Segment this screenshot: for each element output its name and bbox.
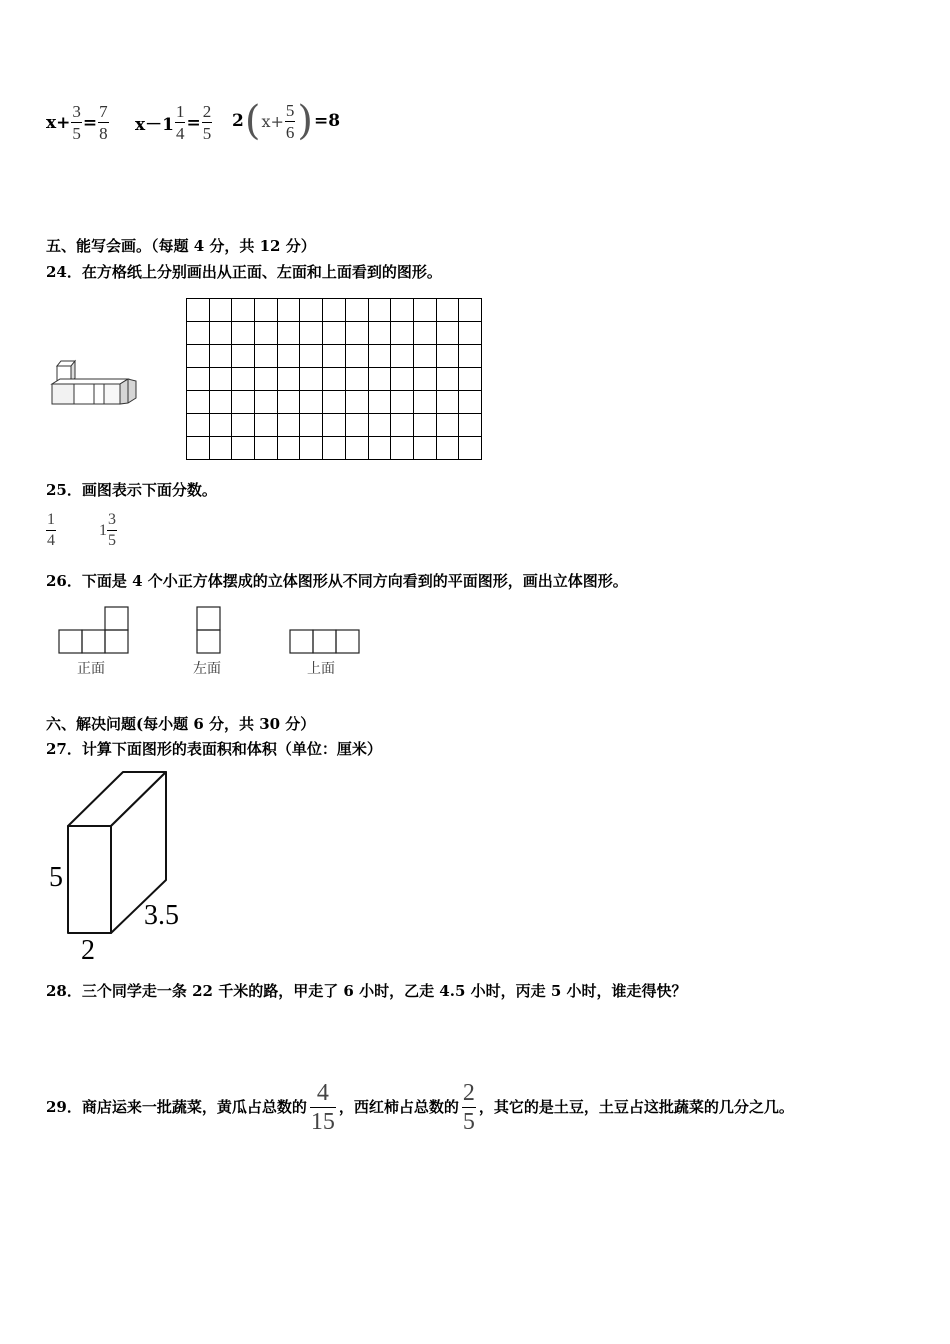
equation-2-fraction-a (175, 103, 186, 142)
grid-cell[interactable] (299, 413, 323, 437)
grid-cell[interactable] (458, 436, 482, 460)
grid-cell[interactable] (277, 367, 301, 391)
numerator: 5 (285, 100, 295, 120)
equation-1-var: x+ (46, 112, 71, 133)
grid-cell[interactable] (390, 390, 414, 414)
grid-cell[interactable] (345, 321, 369, 345)
numerator: 1 (175, 102, 185, 121)
grid-cell[interactable] (345, 367, 369, 391)
grid-cell[interactable] (299, 321, 323, 345)
denominator: 4 (47, 532, 55, 549)
grid-cell[interactable] (322, 298, 346, 322)
denominator: 15 (310, 1108, 335, 1135)
answer-grid[interactable] (186, 298, 481, 459)
grid-cell[interactable] (368, 367, 392, 391)
grid-cell[interactable] (186, 390, 210, 414)
grid-cell[interactable] (209, 344, 233, 368)
grid-cell[interactable] (277, 436, 301, 460)
equation-3-inner: x+ (261, 111, 284, 131)
grid-cell[interactable] (322, 413, 346, 437)
grid-cell[interactable] (254, 436, 278, 460)
top-view-figure (289, 629, 363, 656)
grid-cell[interactable] (254, 390, 278, 414)
grid-cell[interactable] (209, 298, 233, 322)
grid-cell[interactable] (254, 367, 278, 391)
grid-cell[interactable] (209, 436, 233, 460)
grid-cell[interactable] (299, 390, 323, 414)
grid-cell[interactable] (277, 298, 301, 322)
grid-cell[interactable] (413, 344, 437, 368)
left-view-figure (196, 606, 224, 656)
grid-cell[interactable] (254, 413, 278, 437)
grid-cell[interactable] (413, 390, 437, 414)
cube-front-face (94, 384, 104, 404)
grid-cell[interactable] (390, 298, 414, 322)
equation-3-coefficient: 2 (232, 111, 244, 131)
grid-cell[interactable] (322, 344, 346, 368)
question-24-text: 24．在方格纸上分别画出从正面、左面和上面看到的图形。 (46, 263, 442, 281)
q29-fraction-b (462, 1081, 476, 1134)
grid-cell[interactable] (322, 367, 346, 391)
section-5-title: 五、能写会画。（每题 4 分，共 12 分） (46, 237, 316, 255)
numerator: 2 (202, 102, 212, 121)
grid-cell[interactable] (231, 344, 255, 368)
grid-cell[interactable] (231, 390, 255, 414)
grid-cell[interactable] (413, 367, 437, 391)
grid-cell[interactable] (436, 298, 460, 322)
grid-cell[interactable] (458, 367, 482, 391)
grid-cell[interactable] (368, 321, 392, 345)
grid-cell[interactable] (345, 436, 369, 460)
front-view-figure (58, 606, 132, 656)
grid-cell[interactable] (254, 344, 278, 368)
equation-3-fraction (285, 102, 296, 141)
grid-cell[interactable] (436, 413, 460, 437)
grid-cell[interactable] (277, 413, 301, 437)
grid-cell[interactable] (254, 321, 278, 345)
grid-cell[interactable] (458, 321, 482, 345)
section-6-title: 六、解决问题(每小题 6 分，共 30 分） (46, 715, 316, 733)
grid-cell[interactable] (345, 298, 369, 322)
grid-cell[interactable] (186, 298, 210, 322)
equation-1-fraction-a (71, 103, 82, 142)
grid-cell[interactable] (436, 321, 460, 345)
grid-cell[interactable] (186, 321, 210, 345)
grid-cell[interactable] (390, 413, 414, 437)
numerator: 3 (108, 511, 116, 528)
equation-2-var: x－1 (135, 115, 174, 135)
grid-cell[interactable] (436, 436, 460, 460)
grid-cell[interactable] (322, 436, 346, 460)
denominator: 5 (72, 124, 81, 143)
q29-suffix: ，其它的是土豆，土豆占这批蔬菜的几分之几。 (478, 1098, 794, 1116)
grid-cell[interactable] (186, 367, 210, 391)
row-top-face (52, 379, 128, 384)
grid-cell[interactable] (413, 413, 437, 437)
grid-cell[interactable] (277, 344, 301, 368)
grid-cell[interactable] (322, 321, 346, 345)
q29-fraction-a (310, 1081, 336, 1134)
denominator: 4 (175, 124, 185, 143)
denominator: 6 (285, 122, 295, 142)
grid-cell[interactable] (368, 436, 392, 460)
grid-cell[interactable] (436, 344, 460, 368)
grid-cell[interactable] (390, 436, 414, 460)
grid-cell[interactable] (458, 413, 482, 437)
grid-cell[interactable] (390, 367, 414, 391)
question-27-text: 27．计算下面图形的表面积和体积（单位：厘米） (46, 740, 382, 758)
grid-cell[interactable] (390, 344, 414, 368)
grid-cell[interactable] (322, 390, 346, 414)
grid-cell[interactable] (345, 390, 369, 414)
denominator: 5 (202, 124, 212, 143)
grid-cell[interactable] (209, 321, 233, 345)
grid-cell[interactable] (209, 413, 233, 437)
grid-cell[interactable] (299, 298, 323, 322)
cube-front-face (52, 384, 74, 404)
top-view-label: 上面 (307, 661, 335, 677)
grid-cell[interactable] (299, 367, 323, 391)
whole-number: 1 (99, 521, 107, 539)
grid-cell[interactable] (436, 367, 460, 391)
grid-cell[interactable] (231, 413, 255, 437)
grid-cell[interactable] (231, 367, 255, 391)
grid-cell[interactable] (231, 321, 255, 345)
cube-front-face (104, 384, 120, 404)
q25-fraction-a (46, 512, 56, 549)
denominator: 5 (462, 1108, 475, 1135)
grid-cell[interactable] (368, 413, 392, 437)
grid-cell[interactable] (277, 321, 301, 345)
front-view-label: 正面 (77, 661, 105, 677)
grid-cell[interactable] (413, 321, 437, 345)
grid-cell[interactable] (458, 344, 482, 368)
grid-cell[interactable] (413, 298, 437, 322)
numerator: 2 (462, 1079, 475, 1106)
equals-sign: = (82, 112, 98, 133)
numerator: 1 (47, 511, 55, 528)
cube-stack-figure (48, 358, 140, 408)
grid-cell[interactable] (436, 390, 460, 414)
right-paren-icon: ) (297, 98, 313, 144)
grid-cell[interactable] (299, 436, 323, 460)
numerator: 7 (99, 102, 108, 121)
grid-cell[interactable] (390, 321, 414, 345)
grid-cell[interactable] (458, 298, 482, 322)
numerator: 3 (72, 102, 81, 121)
grid-cell[interactable] (368, 344, 392, 368)
grid-cell[interactable] (254, 298, 278, 322)
cuboid-front-face (68, 826, 111, 933)
cube-front-face (74, 384, 94, 404)
grid-cell[interactable] (209, 390, 233, 414)
grid-cell[interactable] (345, 413, 369, 437)
grid-cell[interactable] (231, 436, 255, 460)
grid-cell[interactable] (345, 344, 369, 368)
grid-cell[interactable] (277, 390, 301, 414)
grid-cell[interactable] (209, 367, 233, 391)
question-28-text: 28．三个同学走一条 22 千米的路，甲走了 6 小时，乙走 4.5 小时，丙走 5 小时，谁走得快？ (46, 982, 687, 1000)
grid-cell[interactable] (368, 390, 392, 414)
cuboid-width-label: 2 (81, 935, 95, 966)
grid-cell[interactable] (186, 436, 210, 460)
equation-3 (232, 98, 341, 144)
grid-cell[interactable] (368, 298, 392, 322)
grid-cell[interactable] (186, 344, 210, 368)
denominator: 8 (99, 124, 108, 143)
equation-2-fraction-b (202, 103, 213, 142)
cuboid-height-label: 5 (49, 862, 63, 893)
equation-1-fraction-b (98, 103, 109, 142)
equation-1 (46, 103, 110, 142)
left-paren-icon: ( (244, 98, 261, 144)
question-29-text (46, 1079, 794, 1135)
question-26-text: 26．下面是 4 个小正方体摆成的立体图形从不同方向看到的平面图形，画出立体图形。 (46, 572, 628, 590)
grid-cell[interactable] (231, 298, 255, 322)
grid-cell[interactable] (458, 390, 482, 414)
q29-prefix: 29．商店运来一批蔬菜，黄瓜占总数的 (46, 1098, 307, 1116)
numerator: 4 (316, 1079, 329, 1106)
equation-3-rhs: =8 (314, 111, 341, 131)
cuboid-depth-label: 3.5 (144, 900, 179, 931)
equals-sign: = (186, 112, 201, 133)
grid-cell[interactable] (413, 436, 437, 460)
equation-2 (135, 103, 213, 142)
question-25-text: 25．画图表示下面分数。 (46, 481, 217, 499)
q25-fraction-b (99, 512, 117, 549)
grid-cell[interactable] (299, 344, 323, 368)
grid-cell[interactable] (186, 413, 210, 437)
left-view-label: 左面 (193, 661, 221, 677)
denominator: 5 (108, 532, 116, 549)
q29-middle: ，西红柿占总数的 (338, 1098, 459, 1116)
